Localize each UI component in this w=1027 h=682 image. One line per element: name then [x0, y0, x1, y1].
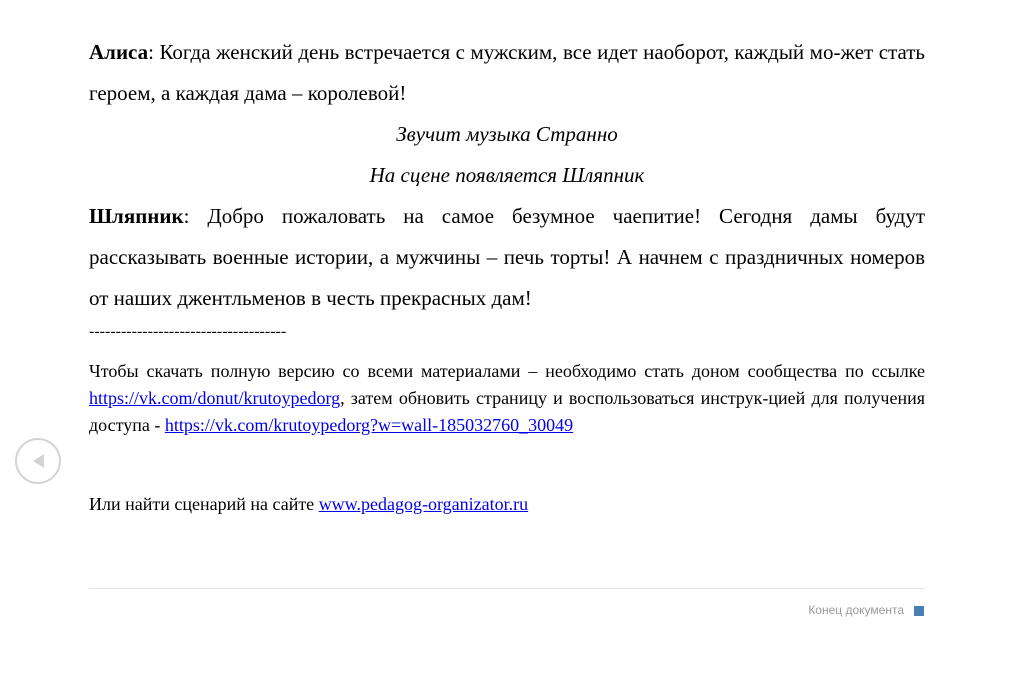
- download-text-before: Чтобы скачать полную версию со всеми материалами – необходимо стать доном сообщества по ссылке: [89, 361, 925, 381]
- site-line: [89, 491, 925, 518]
- alice-text: : Когда женский день встречается с мужским, все идет наоборот, каждый мо-жет стать героем, а каждая дама – королевой!: [89, 40, 925, 105]
- download-text-middle: , затем обновить страницу и воспользоваться инструк-цией для получения доступа -: [89, 388, 925, 435]
- wall-link[interactable]: https://vk.com/krutoypedorg?w=wall-185032760_30049: [164, 415, 574, 435]
- site-text: Или найти сценарий на сайте: [89, 494, 319, 514]
- donut-link[interactable]: https://vk.com/donut/krutoypedorg: [89, 388, 341, 408]
- end-of-document-label: Конец документа: [808, 603, 904, 617]
- stage-direction-music: Звучит музыка Странно: [396, 122, 618, 146]
- hatter-text: : Добро пожаловать на самое безумное чаепитие! Сегодня дамы будут рассказывать военные истории, а мужчины – печь торты! А начнем с праздничных номеров от наших джентльменов в честь прекрасных дам!: [89, 204, 925, 310]
- stage-direction-hatter-enters: На сцене появляется Шляпник: [369, 163, 645, 187]
- arrow-left-icon: [17, 440, 59, 482]
- previous-page-button[interactable]: [15, 438, 61, 484]
- separator-line: -------------------------------------: [89, 323, 287, 340]
- hatter-speaker: Шляпник: [89, 204, 184, 228]
- download-instructions: [89, 358, 925, 439]
- hatter-line: [89, 196, 925, 319]
- end-of-document-marker-icon: [914, 606, 924, 616]
- site-link[interactable]: www.pedagog-organizator.ru: [318, 494, 529, 514]
- alice-speaker: Алиса: [89, 40, 149, 64]
- document-body: [89, 32, 925, 518]
- end-divider: [89, 588, 925, 589]
- alice-line: [89, 32, 925, 114]
